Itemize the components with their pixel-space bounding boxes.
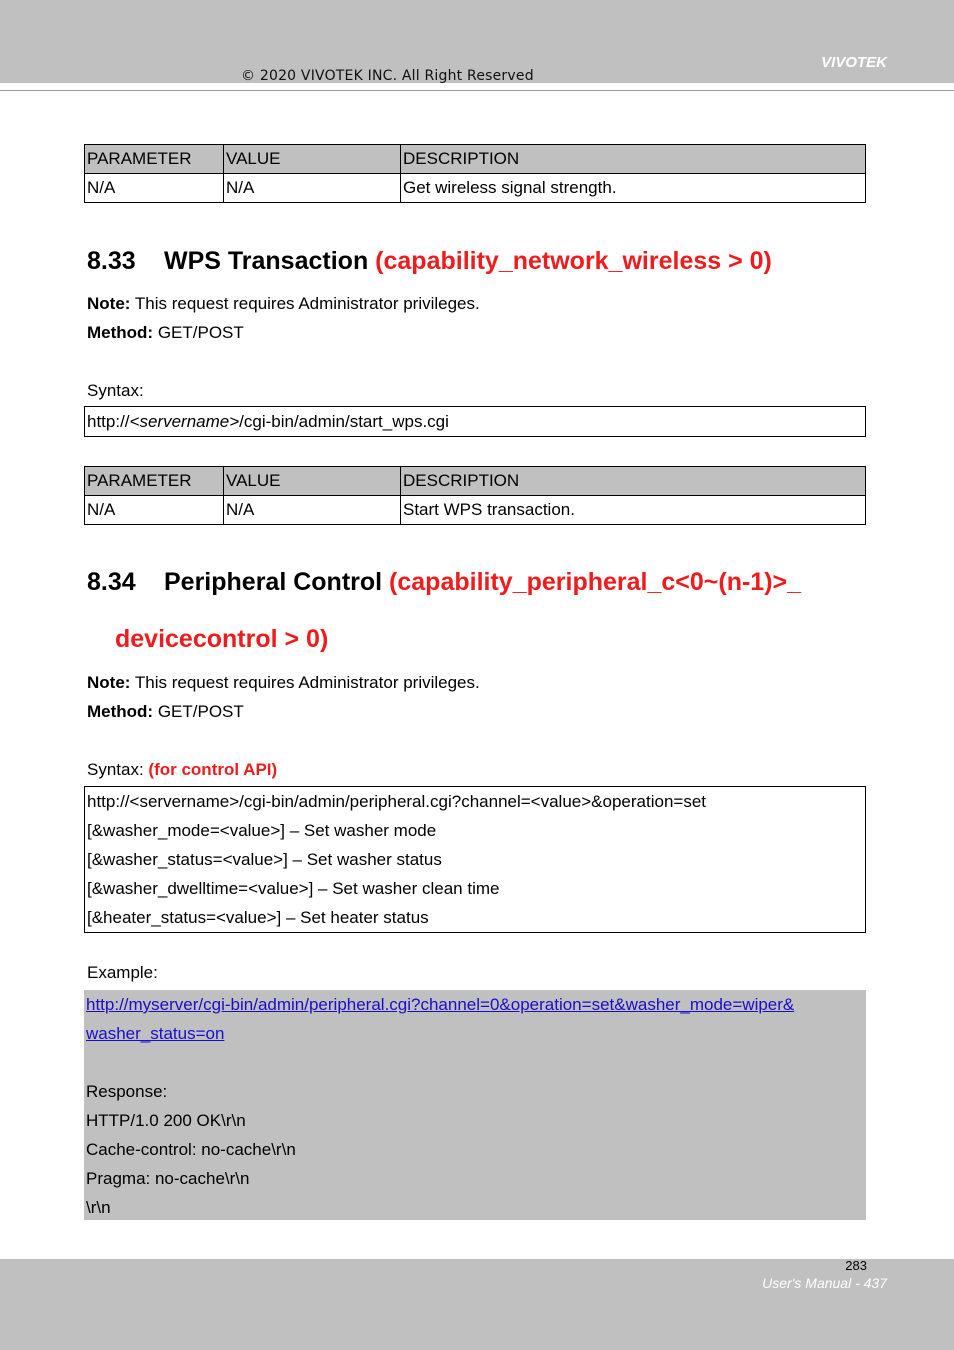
syntax-servername: <servername>	[129, 412, 240, 431]
section-833-heading	[87, 247, 772, 276]
table-header-row	[85, 467, 866, 496]
table-header-cell: VALUE	[224, 145, 401, 174]
syntax-line: [&washer_dwelltime=<value>] – Set washer clean time	[87, 879, 500, 898]
example-link-line	[84, 1019, 866, 1048]
parameter-table-wireless	[84, 144, 866, 203]
table-header-cell: DESCRIPTION	[401, 145, 866, 174]
response-line: HTTP/1.0 200 OK\r\n	[86, 1111, 246, 1130]
table-header-row	[85, 145, 866, 174]
table-cell: N/A	[85, 496, 224, 525]
table-cell: Start WPS transaction.	[401, 496, 866, 525]
syntax-line: [&heater_status=<value>] – Set heater status	[87, 908, 429, 927]
example-label: Example:	[87, 963, 158, 982]
note-label: Note:	[87, 673, 131, 692]
section-capability-continued: devicecontrol > 0)	[115, 625, 329, 653]
syntax-prefix: http://	[87, 412, 130, 431]
copyright-text: © 2020 VIVOTEK INC. All Right Reserved	[241, 68, 534, 84]
page-number: 283	[845, 1258, 867, 1273]
section-title: Peripheral Control	[164, 568, 383, 596]
table-header-cell: VALUE	[224, 467, 401, 496]
table-header-cell: PARAMETER	[85, 145, 224, 174]
section-number: 8.33	[87, 247, 136, 275]
syntax-box	[84, 786, 866, 933]
note-line	[87, 673, 480, 693]
syntax-label-line	[87, 760, 277, 780]
syntax-suffix: /cgi-bin/admin/start_wps.cgi	[239, 412, 449, 431]
note-line	[87, 294, 480, 314]
syntax-line	[85, 407, 865, 436]
method-label: Method:	[87, 323, 154, 342]
example-link[interactable]: http://myserver/cgi-bin/admin/peripheral.cgi?channel=0&operation=set&washer_mode=wiper&	[86, 995, 795, 1014]
syntax-line: [&washer_status=<value>] – Set washer status	[87, 850, 442, 869]
method-text: GET/POST	[153, 323, 244, 342]
parameter-table-wps	[84, 466, 866, 525]
manual-page-label: User's Manual - 437	[762, 1275, 887, 1291]
method-line	[87, 323, 244, 343]
blank-line	[84, 1048, 866, 1077]
method-label: Method:	[87, 702, 154, 721]
section-title: WPS Transaction	[164, 247, 369, 275]
response-line: Response:	[86, 1082, 168, 1101]
table-header-cell: DESCRIPTION	[401, 467, 866, 496]
section-number: 8.34	[87, 568, 136, 596]
method-text: GET/POST	[153, 702, 244, 721]
example-box	[84, 990, 866, 1220]
syntax-qualifier: (for control API)	[148, 760, 278, 779]
example-link-line	[84, 990, 866, 1019]
example-link-continued[interactable]: washer_status=on	[86, 1024, 225, 1043]
section-capability: (capability_network_wireless > 0)	[375, 247, 772, 275]
table-cell: Get wireless signal strength.	[401, 174, 866, 203]
table-header-cell: PARAMETER	[85, 467, 224, 496]
header-divider	[0, 90, 954, 91]
section-capability: (capability_peripheral_c<0~(n-1)>_	[389, 568, 802, 596]
syntax-line: [&washer_mode=<value>] – Set washer mode	[87, 821, 437, 840]
section-834-heading	[87, 568, 801, 597]
brand-logo-text: VIVOTEK	[821, 54, 887, 71]
page-footer-band	[0, 1259, 954, 1350]
syntax-box	[84, 406, 866, 437]
table-cell: N/A	[224, 174, 401, 203]
note-text: This request requires Administrator privileges.	[130, 673, 480, 692]
table-row	[85, 496, 866, 525]
syntax-line: http://<servername>/cgi-bin/admin/peripheral.cgi?channel=<value>&operation=set	[87, 792, 707, 811]
response-line: Cache-control: no-cache\r\n	[86, 1140, 296, 1159]
table-row	[85, 174, 866, 203]
response-line: Pragma: no-cache\r\n	[86, 1169, 250, 1188]
table-cell: N/A	[224, 496, 401, 525]
syntax-label: Syntax:	[87, 381, 144, 400]
table-cell: N/A	[85, 174, 224, 203]
syntax-label: Syntax:	[87, 760, 149, 779]
response-line: \r\n	[86, 1198, 111, 1217]
method-line	[87, 702, 244, 722]
note-text: This request requires Administrator privileges.	[130, 294, 480, 313]
note-label: Note:	[87, 294, 131, 313]
